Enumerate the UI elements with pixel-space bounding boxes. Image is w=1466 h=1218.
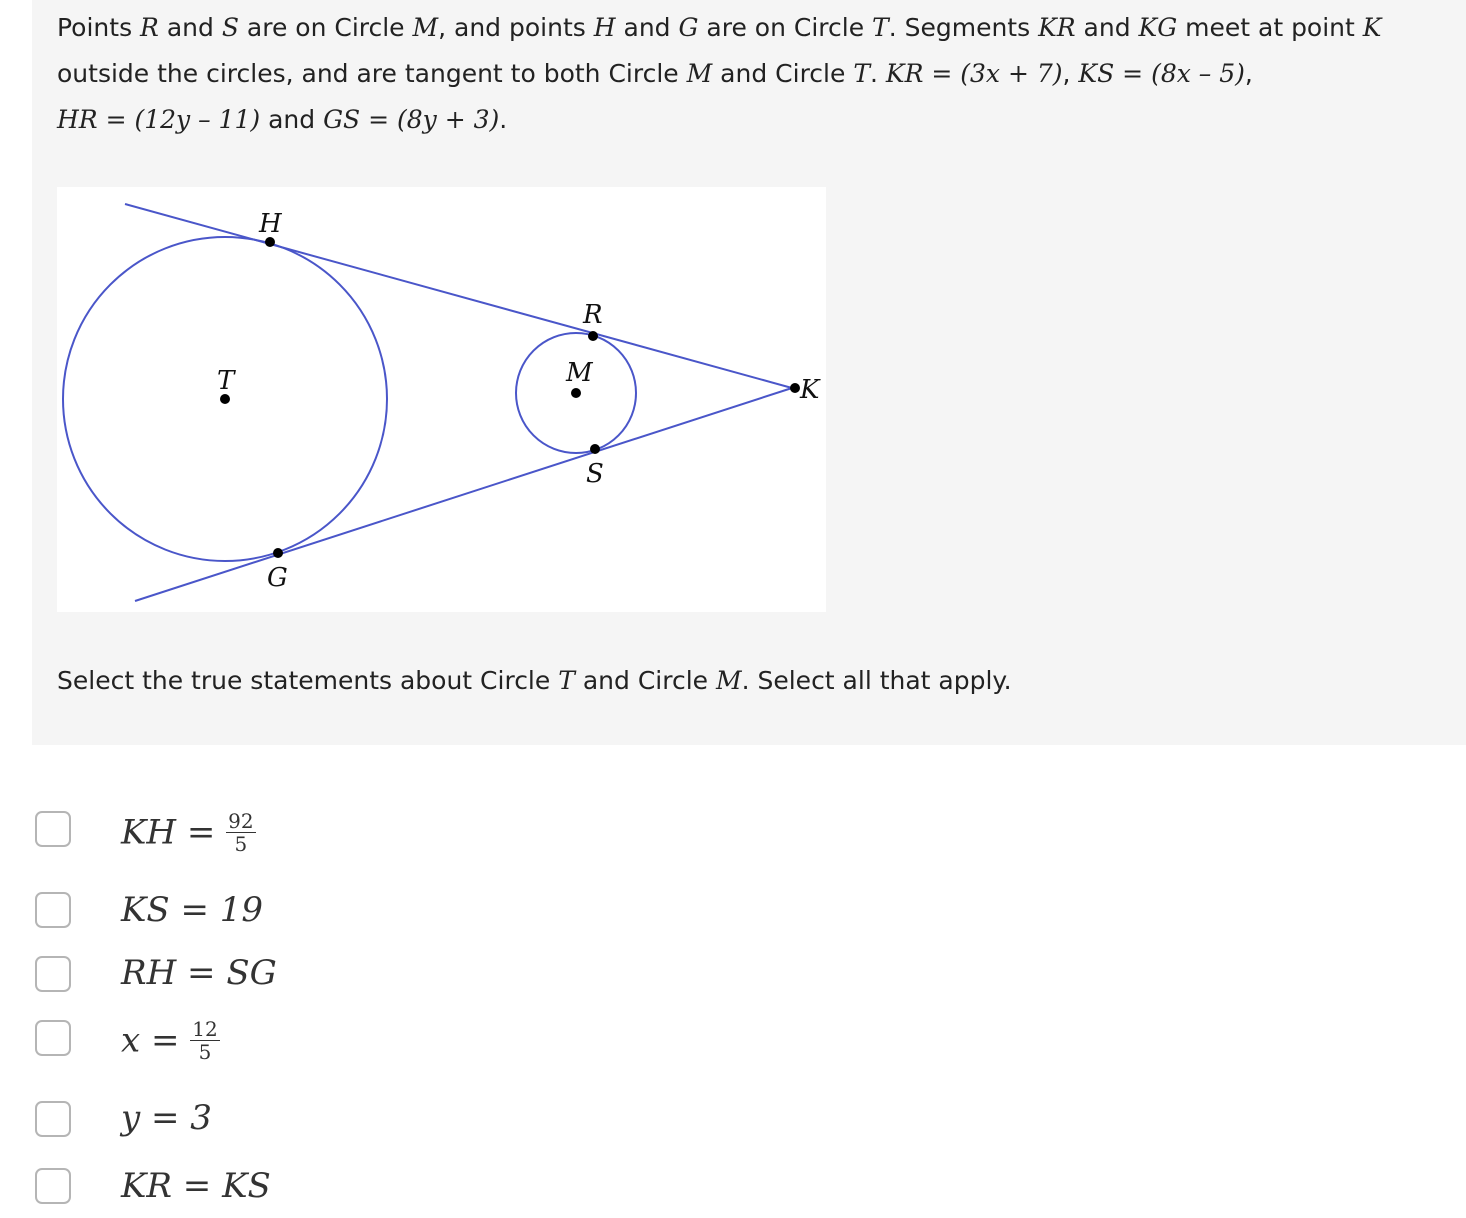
point-r [588, 331, 598, 341]
math-kr-equation: KR = (3x + 7) [885, 59, 1063, 88]
label-r: R [583, 300, 603, 330]
text: and [615, 13, 679, 42]
text: Select the true statements about Circle [57, 666, 559, 695]
math-R: R [140, 13, 159, 42]
text: meet at point [1177, 13, 1363, 42]
text: . Segments [888, 13, 1039, 42]
option-label: KS = 19 [121, 890, 264, 930]
text: are on Circle [698, 13, 873, 42]
label-h: H [259, 209, 282, 239]
text: and [1075, 13, 1139, 42]
option-label: KR = KS [121, 1166, 271, 1206]
math-S: S [221, 13, 239, 42]
math-T: T [558, 666, 575, 695]
diagram-points [220, 237, 800, 558]
math-M: M [412, 13, 439, 42]
math-ks-equation: KS = (8x – 5) [1078, 59, 1245, 88]
math-M: M [686, 59, 713, 88]
point-s [590, 444, 600, 454]
option-checkbox[interactable] [35, 892, 71, 928]
geometry-diagram [57, 187, 826, 612]
text: Points [57, 13, 141, 42]
math-M: M [715, 666, 742, 695]
option-label: y = 3 [121, 1098, 212, 1138]
option-label [121, 810, 256, 855]
math-KR: KR [1038, 13, 1076, 42]
text: . [499, 105, 508, 134]
question-line-3 [57, 97, 507, 143]
option-lhs: KH = [121, 812, 216, 853]
text: and Circle [712, 59, 854, 88]
text: , [1062, 59, 1079, 88]
text: and [158, 13, 222, 42]
math-T: T [853, 59, 870, 88]
point-m [571, 388, 581, 398]
math-H: H [593, 13, 616, 42]
text: , and points [438, 13, 594, 42]
math-hr-equation: HR = (12y – 11) [57, 105, 261, 134]
option-checkbox[interactable] [35, 956, 71, 992]
math-G: G [678, 13, 699, 42]
question-line-2 [57, 51, 1253, 97]
label-s: S [586, 459, 604, 489]
label-k: K [800, 375, 820, 405]
option-checkbox[interactable] [35, 811, 71, 847]
text: . Select all that apply. [741, 666, 1012, 695]
text: and Circle [574, 666, 716, 695]
tangent-line-kg [135, 388, 792, 601]
option-label: RH = SG [121, 953, 277, 993]
math-gs-equation: GS = (8y + 3) [323, 105, 500, 134]
label-g: G [267, 563, 288, 593]
diagram-svg [57, 187, 826, 612]
diagram-lines [63, 204, 792, 601]
math-T: T [872, 13, 889, 42]
fraction-denominator: 5 [234, 832, 248, 856]
math-KG: KG [1138, 13, 1178, 42]
label-t: T [217, 366, 235, 396]
fraction-denominator: 5 [198, 1040, 212, 1064]
option-checkbox[interactable] [35, 1020, 71, 1056]
math-K: K [1362, 13, 1382, 42]
option-checkbox[interactable] [35, 1168, 71, 1204]
text: outside the circles, and are tangent to both Circle [57, 59, 687, 88]
option-lhs: x = [121, 1020, 180, 1061]
text: and [260, 105, 324, 134]
option-checkbox[interactable] [35, 1101, 71, 1137]
text: . [870, 59, 886, 88]
fraction-numerator: 92 [228, 809, 254, 833]
text: , [1244, 59, 1253, 88]
fraction [226, 810, 255, 855]
question-prompt [57, 658, 1012, 704]
text: are on Circle [238, 13, 413, 42]
point-k [790, 383, 800, 393]
fraction-numerator: 12 [192, 1017, 218, 1041]
question-line-1 [57, 5, 1381, 51]
label-m: M [566, 358, 593, 388]
fraction [190, 1018, 219, 1063]
tangent-line-kh [125, 204, 792, 388]
diagram-labels [217, 209, 821, 593]
point-g [273, 548, 283, 558]
option-label [121, 1018, 220, 1063]
